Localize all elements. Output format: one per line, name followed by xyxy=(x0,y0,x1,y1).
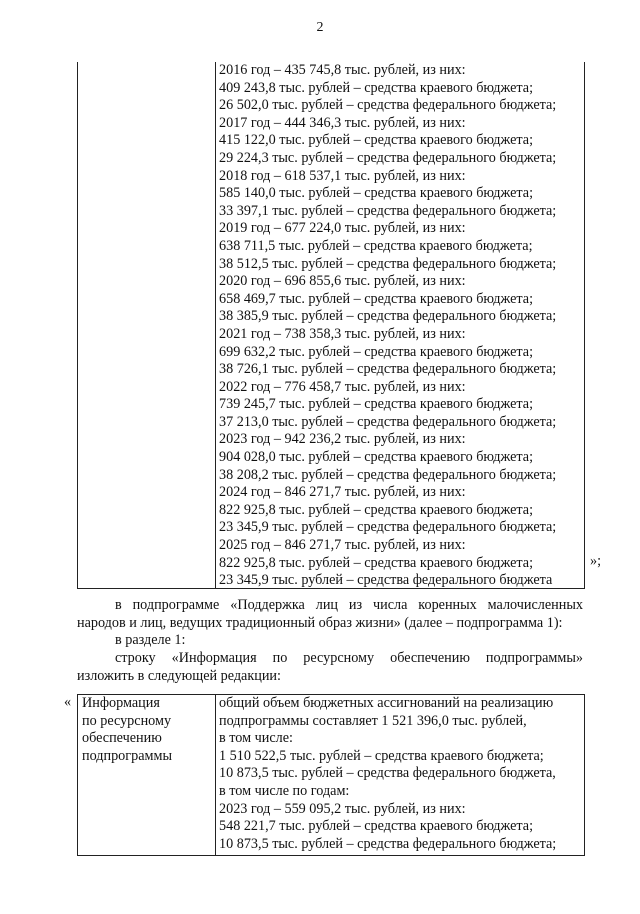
row-header-line: подпрограммы xyxy=(82,747,172,764)
resource-info-table xyxy=(77,694,585,856)
column-divider xyxy=(215,695,216,855)
funding-line: 2017 год – 444 346,3 тыс. рублей, из них: xyxy=(219,114,466,131)
funding-line: 33 397,1 тыс. рублей – средства федерального бюджета; xyxy=(219,202,557,219)
funding-line: 638 711,5 тыс. рублей – средства краевого бюджета; xyxy=(219,237,533,254)
funding-line: 822 925,8 тыс. рублей – средства краевого бюджета; xyxy=(219,554,534,571)
funding-line: 2022 год – 776 458,7 тыс. рублей, из них: xyxy=(219,378,466,395)
row-value-line: 2023 год – 559 095,2 тыс. рублей, из них: xyxy=(219,800,466,817)
row-value-line: 10 873,5 тыс. рублей – средства федерального бюджета; xyxy=(219,835,557,852)
funding-line: 2025 год – 846 271,7 тыс. рублей, из них: xyxy=(219,537,466,554)
row-value-line: 548 221,7 тыс. рублей – средства краевого бюджета; xyxy=(219,818,534,835)
closing-quote: »; xyxy=(590,553,602,569)
funding-line: 38 385,9 тыс. рублей – средства федерального бюджета; xyxy=(219,308,557,325)
row-value-line: в том числе: xyxy=(219,730,293,747)
funding-table-continued xyxy=(77,62,585,589)
funding-line: 409 243,8 тыс. рублей – средства краевого бюджета; xyxy=(219,79,534,96)
row-value-line: подпрограммы составляет 1 521 396,0 тыс. рублей, xyxy=(219,712,527,729)
funding-line: 37 213,0 тыс. рублей – средства федерального бюджета; xyxy=(219,413,557,430)
funding-line: 904 028,0 тыс. рублей – средства краевого бюджета; xyxy=(219,449,534,466)
funding-line: 38 726,1 тыс. рублей – средства федерального бюджета; xyxy=(219,361,557,378)
row-value-line: 1 510 522,5 тыс. рублей – средства краевого бюджета; xyxy=(219,747,544,764)
paragraph-line: строку «Информация по ресурсному обеспечению подпрограммы» xyxy=(115,650,583,666)
paragraph-line: в подпрограмме «Поддержка лиц из числа коренных малочисленных xyxy=(115,597,583,613)
column-divider xyxy=(215,62,216,588)
section-paragraph: в разделе 1: xyxy=(115,632,186,648)
row-value-cell xyxy=(219,695,582,853)
funding-line: 2020 год – 696 855,6 тыс. рублей, из них: xyxy=(219,273,466,290)
funding-line: 822 925,8 тыс. рублей – средства краевого бюджета; xyxy=(219,501,534,518)
funding-line: 658 469,7 тыс. рублей – средства краевого бюджета; xyxy=(219,290,534,307)
funding-line: 23 345,9 тыс. рублей – средства федерального бюджета xyxy=(219,572,553,589)
funding-line: 38 512,5 тыс. рублей – средства федерального бюджета; xyxy=(219,255,557,272)
funding-line: 2024 год – 846 271,7 тыс. рублей, из них: xyxy=(219,484,466,501)
funding-line: 2016 год – 435 745,8 тыс. рублей, из них: xyxy=(219,62,466,78)
row-header-line: по ресурсному xyxy=(82,712,172,729)
subprogram-paragraph xyxy=(77,597,583,632)
row-value-line: в том числе по годам: xyxy=(219,782,350,799)
funding-line: 2018 год – 618 537,1 тыс. рублей, из них: xyxy=(219,167,466,184)
funding-line: 585 140,0 тыс. рублей – средства краевого бюджета; xyxy=(219,185,534,202)
funding-lines xyxy=(219,62,582,590)
funding-line: 38 208,2 тыс. рублей – средства федерального бюджета; xyxy=(219,466,557,483)
funding-line: 26 502,0 тыс. рублей – средства федерального бюджета; xyxy=(219,97,557,114)
funding-line: 415 122,0 тыс. рублей – средства краевого бюджета; xyxy=(219,132,534,149)
paragraph-line: изложить в следующей редакции: xyxy=(77,667,281,684)
row-value-line: 10 873,5 тыс. рублей – средства федерального бюджета, xyxy=(219,765,556,782)
paragraph-line: народов и лиц, ведущих традиционный образ жизни» (далее – подпрограмма 1): xyxy=(77,614,563,631)
line-edit-paragraph xyxy=(77,650,583,685)
funding-line: 2023 год – 942 236,2 тыс. рублей, из них: xyxy=(219,431,466,448)
row-header-cell xyxy=(82,695,212,765)
funding-line: 29 224,3 тыс. рублей – средства федерального бюджета; xyxy=(219,149,557,166)
funding-line: 2021 год – 738 358,3 тыс. рублей, из них: xyxy=(219,325,466,342)
row-value-line: общий объем бюджетных ассигнований на реализацию xyxy=(219,695,554,711)
funding-line: 23 345,9 тыс. рублей – средства федерального бюджета; xyxy=(219,519,557,536)
funding-line: 739 245,7 тыс. рублей – средства краевого бюджета; xyxy=(219,396,534,413)
row-header-line: Информация xyxy=(82,695,160,711)
funding-line: 699 632,2 тыс. рублей – средства краевого бюджета; xyxy=(219,343,534,360)
funding-line: 2019 год – 677 224,0 тыс. рублей, из них: xyxy=(219,220,466,237)
page-number: 2 xyxy=(316,20,324,35)
row-header-line: обеспечению xyxy=(82,730,162,747)
opening-quote: « xyxy=(64,694,72,710)
